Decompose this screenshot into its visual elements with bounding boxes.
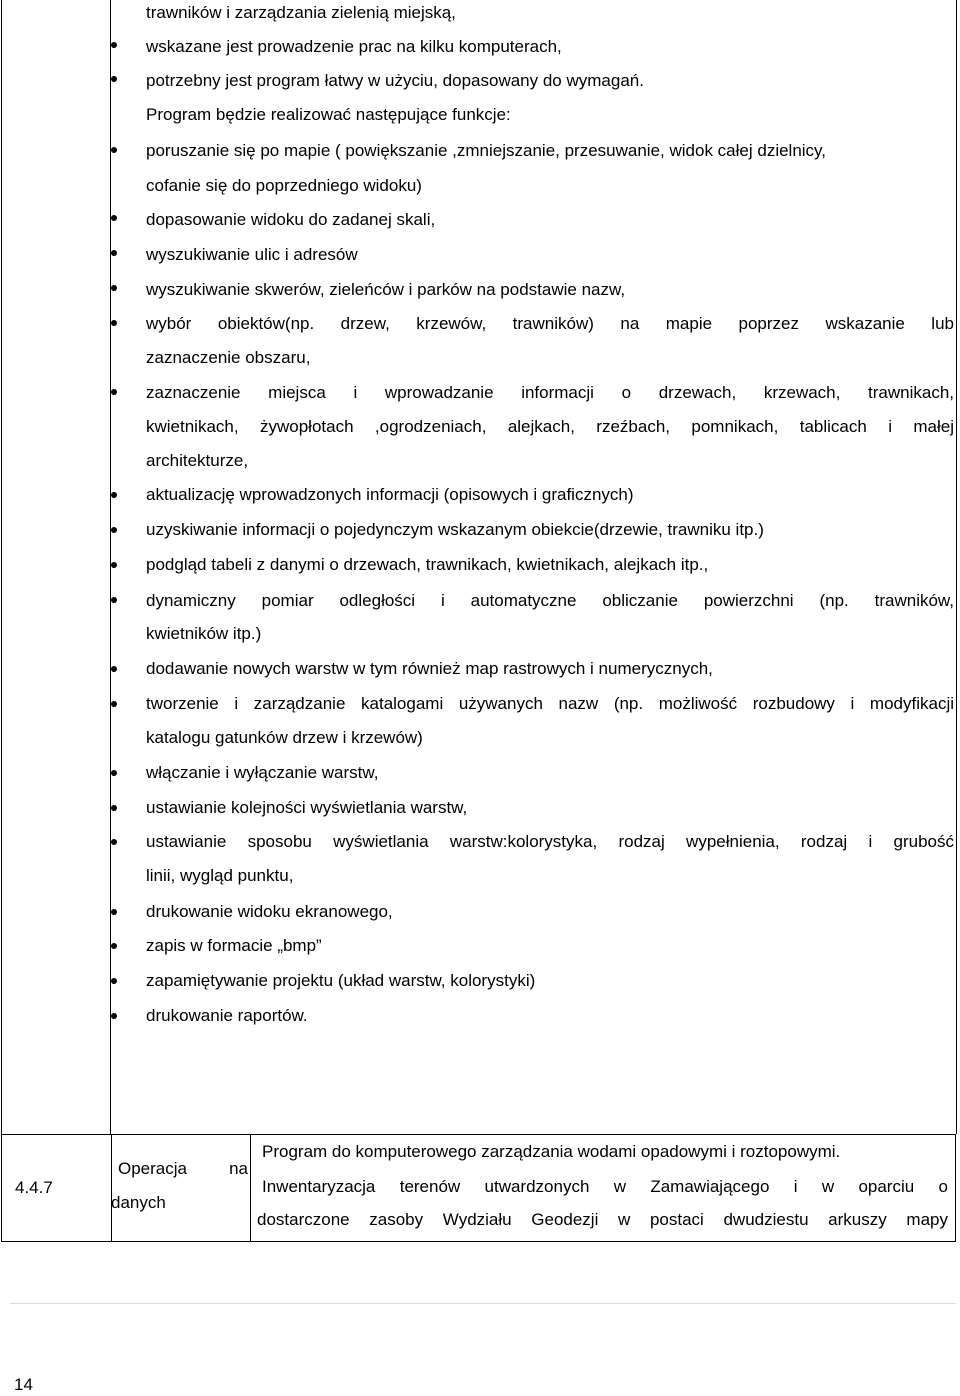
list-item: dodawanie nowych warstw w tym również map rastrowych i numerycznych,	[146, 659, 713, 678]
bullet-icon	[111, 42, 117, 48]
description-line: dostarczone zasoby Wydziału Geodezji w postaci dwudziestu arkuszy mapy	[257, 1210, 948, 1229]
row-number: 4.4.7	[15, 1178, 53, 1197]
cell-divider	[250, 1135, 251, 1241]
list-item: wskazane jest prowadzenie prac na kilku komputerach,	[146, 37, 562, 56]
list-item: tworzenie i zarządzanie katalogami używanych nazw (np. możliwość rozbudowy i modyfikacji	[146, 694, 954, 713]
list-item: drukowanie raportów.	[146, 1006, 308, 1025]
list-item: potrzebny jest program łatwy w użyciu, dopasowany do wymagań.	[146, 71, 644, 90]
bullet-icon	[111, 76, 117, 82]
bullet-icon	[111, 666, 117, 672]
bullet-icon	[111, 701, 117, 707]
list-item: wybór obiektów(np. drzew, krzewów, trawników) na mapie poprzez wskazanie lub	[146, 314, 954, 333]
list-line: trawników i zarządzania zielenią miejską,	[146, 3, 456, 22]
list-line: Program będzie realizować następujące funkcje:	[146, 105, 511, 124]
bullet-icon	[111, 978, 117, 984]
list-line: zaznaczenie obszaru,	[146, 348, 311, 367]
list-item: dopasowanie widoku do zadanej skali,	[146, 210, 436, 229]
operation-label: Operacja na	[118, 1159, 248, 1178]
operation-label-cont: danych	[111, 1193, 166, 1212]
bullet-icon	[111, 943, 117, 949]
list-item: zapamiętywanie projektu (układ warstw, kolorystyki)	[146, 971, 536, 990]
table-border-left	[1, 0, 2, 1134]
description-line: Program do komputerowego zarządzania wodami opadowymi i roztopowymi.	[262, 1142, 841, 1161]
list-item: włączanie i wyłączanie warstw,	[146, 763, 379, 782]
bullet-icon	[111, 250, 117, 256]
bullet-icon	[111, 147, 117, 153]
bullet-icon	[111, 597, 117, 603]
list-line: kwietników itp.)	[146, 624, 262, 643]
bullet-icon	[111, 909, 117, 915]
list-item: drukowanie widoku ekranowego,	[146, 902, 393, 921]
bullet-icon	[111, 320, 117, 326]
list-item: zapis w formacie „bmp”	[146, 936, 322, 955]
bullet-icon	[111, 770, 117, 776]
table-border-right	[956, 0, 957, 1134]
list-item: poruszanie się po mapie ( powiększanie ,zmniejszanie, przesuwanie, widok całej dzielnicy,	[146, 141, 827, 160]
bullet-icon	[111, 492, 117, 498]
list-item: ustawianie sposobu wyświetlania warstw:kolorystyka, rodzaj wypełnienia, rodzaj i grubość	[146, 832, 954, 851]
page-number: 14	[14, 1375, 33, 1394]
list-line: architekturze,	[146, 451, 249, 470]
description-line: Inwentaryzacja terenów utwardzonych w Zamawiającego i w oparciu o	[262, 1177, 948, 1196]
cell-divider	[111, 1135, 112, 1241]
bullet-icon	[111, 562, 117, 568]
list-item: podgląd tabeli z danymi o drzewach, trawnikach, kwietnikach, alejkach itp.,	[146, 555, 709, 574]
list-item: aktualizację wprowadzonych informacji (opisowych i graficznych)	[146, 485, 634, 504]
table-row	[1, 1134, 956, 1242]
list-item: zaznaczenie miejsca i wprowadzanie informacji o drzewach, krzewach, trawnikach,	[146, 383, 954, 402]
bullet-icon	[111, 215, 117, 221]
list-item: ustawianie kolejności wyświetlania warstw,	[146, 798, 468, 817]
bullet-icon	[111, 527, 117, 533]
list-line: katalogu gatunków drzew i krzewów)	[146, 728, 423, 747]
list-item: dynamiczny pomiar odległości i automatyczne obliczanie powierzchni (np. trawników,	[146, 591, 954, 610]
list-item: wyszukiwanie skwerów, zieleńców i parków na podstawie nazw,	[146, 280, 626, 299]
list-item: wyszukiwanie ulic i adresów	[146, 245, 358, 264]
list-line: cofanie się do poprzedniego widoku)	[146, 176, 422, 195]
bullet-icon	[111, 285, 117, 291]
list-item: uzyskiwanie informacji o pojedynczym wskazanym obiekcie(drzewie, trawniku itp.)	[146, 520, 764, 539]
footer-rule	[10, 1303, 956, 1304]
bullet-icon	[111, 839, 117, 845]
bullet-icon	[111, 805, 117, 811]
list-line: kwietnikach, żywopłotach ,ogrodzeniach, alejkach, rzeźbach, pomnikach, tablicach i małej	[146, 417, 954, 436]
list-line: linii, wygląd punktu,	[146, 866, 294, 885]
bullet-icon	[111, 389, 117, 395]
bullet-icon	[111, 1013, 117, 1019]
